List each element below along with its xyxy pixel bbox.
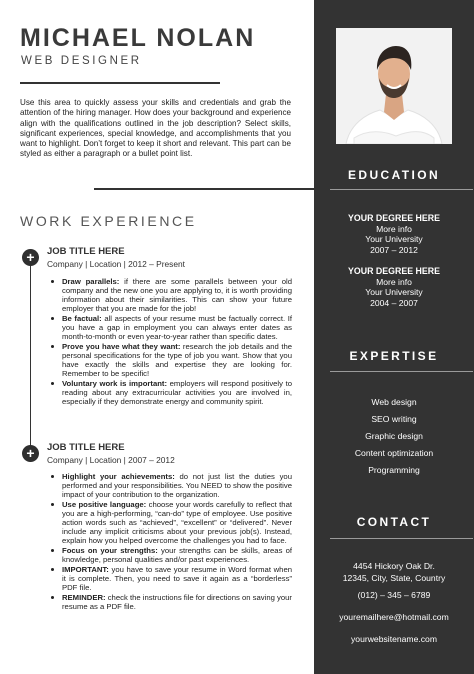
contact-divider — [330, 538, 473, 539]
expertise-item: Graphic design — [365, 431, 423, 441]
list-item: Draw parallels: if there are some parallels between your old company and the new one you are applying to, it is worth providing information about their similarities. This can show your future employer that you are made for the job! — [62, 277, 292, 314]
education-heading: EDUCATION — [347, 168, 441, 182]
education-entry — [314, 266, 474, 308]
contact-heading: CONTACT — [356, 515, 432, 529]
education-divider — [330, 189, 473, 190]
school-name: Your University — [365, 287, 423, 297]
phone-number: (012) – 345 – 6789 — [357, 590, 431, 600]
expertise-item: Programming — [368, 465, 420, 475]
degree-years: 2007 – 2012 — [370, 244, 418, 255]
job-title: JOB TITLE HERE — [47, 442, 125, 453]
address-line: 12345, City, State, Country — [342, 573, 446, 583]
person-photo-icon — [336, 28, 452, 144]
summary-paragraph: Use this area to quickly assess your skills and credentials and grab the attention of the hiring manager. How does your background and experience align with the qualifications outlined in the job description? Select skills, significant experiences, special knowledge, and accomplishments that you want to highlight. Don’t forget to keep it short and relevant. This part can be styled as either a paragraph or a bullet point list. — [20, 98, 291, 159]
expertise-item: SEO writing — [371, 414, 417, 424]
list-item: IMPORTANT: you have to save your resume in Word format when it is complete. Then, you need to save it again as a “borderless” PDF file. — [62, 564, 292, 592]
summary-divider — [94, 188, 314, 190]
timeline-line — [30, 250, 32, 462]
school-name: Your University — [365, 234, 423, 244]
education-entry — [314, 213, 474, 255]
job-meta: Company | Location | 2007 – 2012 — [47, 455, 175, 465]
job-bullets — [62, 472, 292, 611]
list-item: Use positive language: choose your words carefully to reflect that you are a high-performing, “can-do” type of employee. Use positive action words such as “achieved”, “excellent” or “delivered”. Never include any implicit criticisms about your previous job(s). Instead, explain how you helped overcome the challenges you had to face. — [62, 499, 292, 546]
plus-icon: + — [22, 445, 39, 462]
name-divider — [20, 82, 220, 84]
degree-name: YOUR DEGREE HERE — [348, 213, 440, 223]
list-item: Focus on your strengths: your strengths can be skills, areas of knowledge, personal qualities and/or past experiences. — [62, 545, 293, 565]
degree-years: 2004 – 2007 — [370, 297, 418, 308]
expertise-item: Content optimization — [354, 448, 434, 458]
expertise-heading: EXPERTISE — [349, 349, 439, 363]
address-line: 4454 Hickory Oak Dr. — [353, 561, 435, 571]
job-title: JOB TITLE HERE — [47, 246, 125, 257]
sidebar — [314, 0, 474, 674]
work-experience-heading: WORK EXPERIENCE — [20, 213, 197, 229]
profile-photo — [336, 28, 452, 144]
candidate-role: WEB DESIGNER — [21, 55, 142, 67]
website-link[interactable]: yourwebsitename.com — [351, 634, 437, 644]
plus-icon: + — [22, 249, 39, 266]
job-bullets — [62, 277, 292, 407]
job-meta: Company | Location | 2012 – Present — [47, 259, 185, 269]
expertise-item: Web design — [371, 397, 417, 407]
email-link[interactable]: youremailhere@hotmail.com — [339, 612, 449, 622]
list-item: Highlight your achievements: do not just list the duties you performed and your responsibilities. You NEED to show the positive impact of your contribution to the organization. — [62, 472, 292, 500]
candidate-name: MICHAEL NOLAN — [20, 24, 256, 52]
expertise-divider — [330, 371, 473, 372]
degree-name: YOUR DEGREE HERE — [348, 266, 440, 276]
list-item: Prove you have what they want: research the job details and the personal specifications for the type of job you want. Show that you have exactly the skills and expertise they are looking for. Remember to be specific! — [62, 341, 293, 379]
list-item: REMINDER: check the instructions file for directions on saving your resume as a PDF file. — [62, 592, 292, 611]
list-item: Voluntary work is important: employers will respond positively to reading about any extracurricular activities you are involved in, especially if they demonstrate energy and community spirit. — [62, 378, 292, 406]
list-item: Be factual: all aspects of your resume must be factually correct. If you have a gap in employment you can always enter dates as month-to-month or even year-to-year rather than specific dates. — [62, 313, 292, 342]
degree-info: More info — [376, 223, 412, 234]
degree-info: More info — [376, 276, 412, 287]
